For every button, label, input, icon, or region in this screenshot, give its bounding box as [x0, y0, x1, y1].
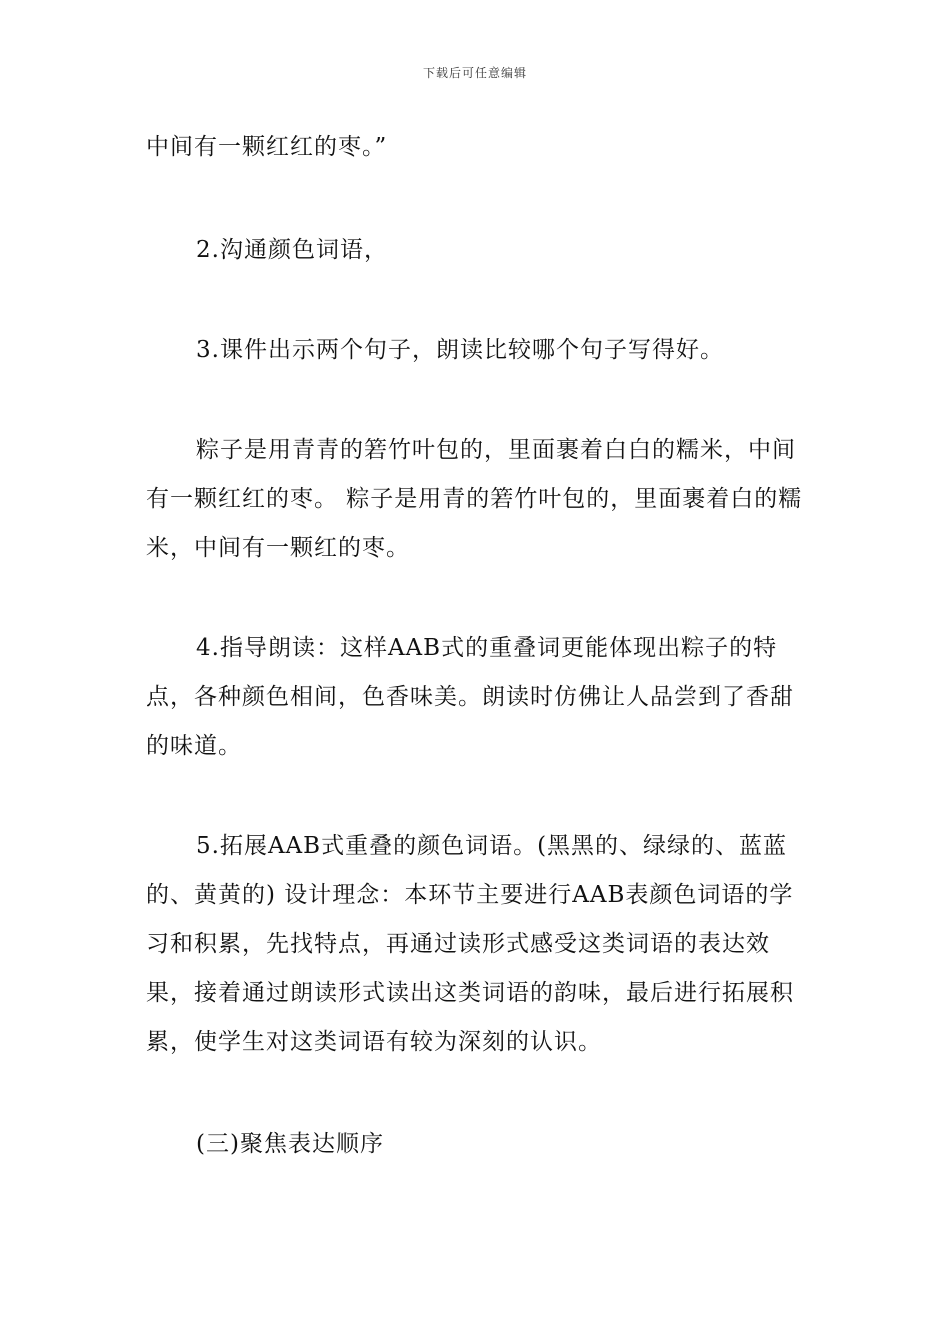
paragraph-sentence-comparison: 粽子是用青青的箬竹叶包的，里面裹着白白的糯米，中间有一颗红红的枣。 粽子是用青的箬竹叶包的，里面裹着白的糯米，中间有一颗红的枣。: [146, 437, 803, 561]
paragraph-item-4: 4.指导朗读：这样AAB式的重叠词更能体现出粽子的特点，各种颜色相间，色香味美。朗读时仿佛让人品尝到了香甜的味道。: [146, 635, 794, 759]
paragraph-item-5: 5.拓展AAB式重叠的颜色词语。(黑黑的、绿绿的、蓝蓝的、黄黄的) 设计理念：本环节主要进行AAB表颜色词语的学习和积累，先找特点，再通过读形式感受这类词语的表达效果，接着通过朗读形式读出这类词语的韵味，最后进行拓展积累，使学生对这类词语有较为深刻的认识。: [146, 833, 794, 1055]
paragraph-item-2: 2.沟通颜色词语，: [196, 237, 388, 263]
page-header-note: 下载后可任意编辑: [422, 66, 527, 80]
paragraph-item-3: 3.课件出示两个句子，朗读比较哪个句子写得好。: [196, 337, 724, 363]
section-heading-3: (三)聚焦表达顺序: [196, 1131, 384, 1157]
paragraph-continuation: 中间有一颗红红的枣。”: [146, 134, 388, 160]
